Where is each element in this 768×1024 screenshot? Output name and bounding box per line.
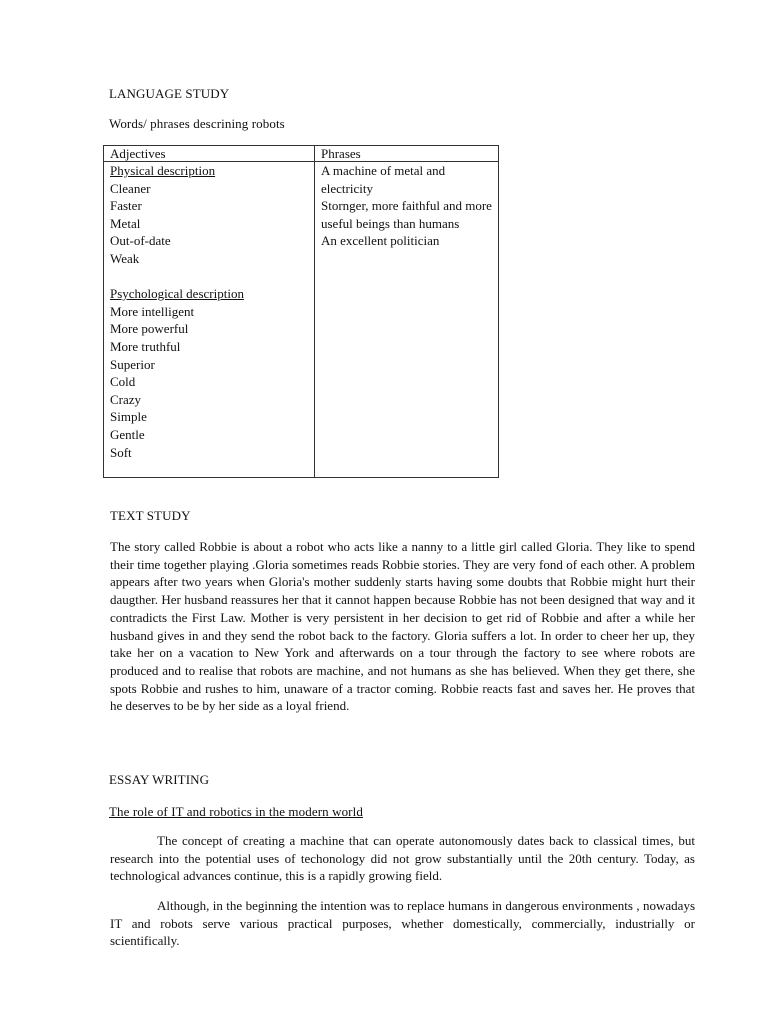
adjective-item: Faster xyxy=(110,198,142,214)
adjectives-column-header: Adjectives xyxy=(104,146,315,162)
adjective-item: Out-of-date xyxy=(110,233,171,249)
words-phrases-subheading: Words/ phrases descrining robots xyxy=(109,116,285,131)
phrase-item: An excellent politician xyxy=(321,233,440,249)
table-body-row xyxy=(104,162,499,478)
essay-paragraph: Although, in the beginning the intention was to replace humans in dangerous environments , nowadays IT and robots serve various practical purposes, whether domestically, commercially, industrially or scientifically. xyxy=(110,898,695,949)
adjective-item: More truthful xyxy=(110,338,181,354)
adjective-item: Crazy xyxy=(110,391,142,407)
adjectives-cell xyxy=(104,162,315,478)
psychological-description-heading: Psychological description xyxy=(110,286,244,302)
essay-writing-heading: ESSAY WRITING xyxy=(109,772,210,787)
adjective-item: Cold xyxy=(110,374,136,390)
adjective-item: Soft xyxy=(110,444,132,460)
phrase-item: A machine of metal and electricity xyxy=(321,163,446,196)
essay-subtitle: The role of IT and robotics in the modern world xyxy=(109,804,363,819)
blank-line xyxy=(110,268,308,286)
adjective-item: Simple xyxy=(110,409,147,425)
phrases-column-header: Phrases xyxy=(315,146,499,162)
language-study-heading: LANGUAGE STUDY xyxy=(109,86,230,101)
physical-description-heading: Physical description xyxy=(110,163,216,178)
adjective-item: More intelligent xyxy=(110,303,195,319)
table-header-row xyxy=(104,146,499,162)
adjective-item: Gentle xyxy=(110,426,145,442)
text-study-heading: TEXT STUDY xyxy=(110,508,191,523)
phrase-item: Stornger, more faithful and more useful beings than humans xyxy=(321,198,492,231)
adjective-item: Metal xyxy=(110,215,141,231)
adjective-item: Weak xyxy=(110,250,140,266)
phrases-cell xyxy=(315,162,499,478)
vocabulary-table xyxy=(103,145,499,478)
adjective-item: More powerful xyxy=(110,321,189,337)
text-study-paragraph: The story called Robbie is about a robot who acts like a nanny to a little girl called Gloria. They like to spend their time together playing .Gloria sometimes reads Robbie stories. They are very fond of each other. A problem appears after two years when Gloria's mother suddenly starts having some doubts that Robbie might hurt their daugther. Her husband reassures her that it cannot happen because Robbie has not been designed that way and it contradicts the First Law. Mother is very persistent in her decision to get rid of Robbie and after a while her husband gives in and they send the robot back to the factory. Gloria suffers a lot. In order to cheer her up, they take her on a vacation to New York and afterwards on a tour through the factory to see where robots are produced and to realise that robots are machine, and not humans as she has believed. When they get there, she spots Robbie and rushes to him, unaware of a tractor coming. Robbie reacts fast and saves her. He proves that he deserves to be by her side as a loyal friend. xyxy=(110,539,695,714)
adjective-item: Superior xyxy=(110,356,155,372)
essay-paragraph: The concept of creating a machine that can operate autonomously dates back to classical times, but research into the potential uses of techonology did not grow substantially until the 20th century. Today, as technological advances continue, this is a rapidly growing field. xyxy=(110,833,695,884)
adjective-item: Cleaner xyxy=(110,180,151,196)
